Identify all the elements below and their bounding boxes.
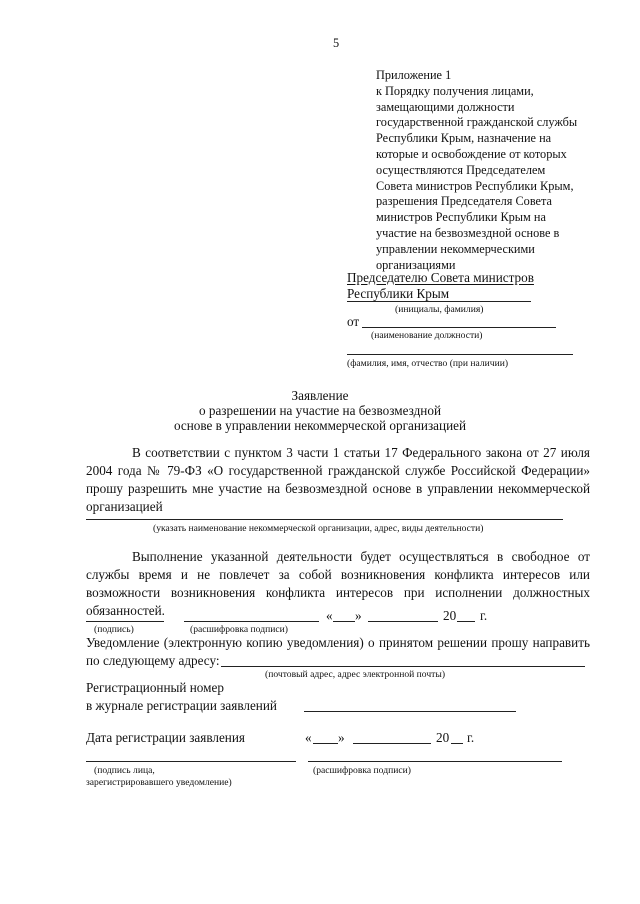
registration-year-field[interactable]	[451, 743, 463, 744]
registration-date-open-quote: «	[305, 730, 312, 745]
registration-number-label-1: Регистрационный номер	[86, 680, 224, 695]
date-month-field[interactable]	[368, 621, 438, 622]
appendix-block	[376, 68, 577, 273]
date-close-quote: »	[355, 608, 362, 623]
appendix-line: к Порядку получения лицами,	[376, 83, 534, 98]
registration-year-suffix: г.	[467, 730, 475, 745]
fio-field[interactable]	[347, 354, 573, 355]
registration-day-field[interactable]	[313, 743, 338, 744]
initials-caption: (инициалы, фамилия)	[395, 304, 484, 315]
paragraph-line: обязанностей.	[86, 603, 165, 618]
date-day-field[interactable]	[333, 621, 355, 622]
paragraph-line: Выполнение указанной деятельности будет осуществляться в свободное от	[132, 549, 590, 564]
year-suffix: г.	[480, 608, 488, 623]
registration-number-field[interactable]	[304, 711, 516, 712]
registration-date-close-quote: »	[338, 730, 345, 745]
registration-number-label-2: в журнале регистрации заявлений	[86, 698, 277, 713]
registrar-signature-field[interactable]	[86, 761, 296, 762]
document-subtitle-1: о разрешении на участие на безвозмездной	[198, 403, 442, 418]
organization-caption: (указать наименование некоммерческой организации, адрес, виды деятельности)	[153, 523, 484, 534]
paragraph-line: В соответствии с пунктом 3 части 1 статьи 17 Федерального закона от 27 июля	[132, 445, 590, 460]
notification-line-2: по следующему адресу:	[86, 653, 220, 668]
paragraph-line: службы время и не повлечет за собой возникновения конфликта интересов или	[86, 567, 590, 582]
appendix-line: разрешения Председателя Совета	[376, 194, 552, 209]
appendix-line: замещающими должности	[376, 99, 515, 114]
appendix-line: которые и освобождение от которых	[376, 146, 567, 161]
decoding-field[interactable]	[184, 621, 319, 622]
registrar-caption-1: (подпись лица,	[94, 765, 155, 776]
registration-date-label: Дата регистрации заявления	[86, 730, 245, 745]
appendix-line: Приложение 1	[376, 68, 452, 82]
appendix-line: управлении некоммерческими	[376, 241, 535, 256]
paragraph-line: возможности возникновения конфликта интересов при исполнении должностных	[86, 585, 590, 600]
signature-field[interactable]	[86, 621, 164, 622]
addressee-line-2: Республики Крым	[347, 286, 450, 301]
paragraph-line: 2004 года № 79-ФЗ «О государственной гражданской службе Российской Федерации»	[86, 463, 590, 478]
paragraph-line: организацией	[86, 499, 163, 514]
document-title: Заявление	[291, 388, 349, 403]
appendix-line: государственной гражданской службы	[376, 115, 578, 130]
address-field[interactable]	[221, 666, 585, 667]
registrar-decoding-caption: (расшифровка подписи)	[313, 765, 411, 776]
appendix-line: осуществляются Председателем	[376, 162, 546, 177]
addressee-line-1: Председателю Совета министров	[347, 270, 534, 285]
paragraph-line: прошу разрешить мне участие на безвозмездной основе в управлении некоммерческой	[86, 481, 590, 496]
document-subtitle-2: основе в управлении некоммерческой организацией	[173, 418, 467, 433]
address-caption: (почтовый адрес, адрес электронной почты)	[265, 669, 446, 680]
appendix-line: участие на безвозмездной основе в	[376, 225, 560, 240]
paragraph-conditions	[86, 548, 590, 620]
fio-caption: (фамилия, имя, отчество (при наличии)	[347, 358, 509, 369]
position-field[interactable]	[362, 327, 556, 328]
date-open-quote: «	[326, 608, 333, 623]
notification-line-1: Уведомление (электронную копию уведомления) о принятом решении прошу направить	[86, 635, 590, 650]
decoding-caption: (расшифровка подписи)	[190, 624, 288, 635]
from-label: от	[347, 314, 360, 329]
registrar-decoding-field[interactable]	[308, 761, 562, 762]
addressee-underline	[347, 301, 531, 302]
registration-month-field[interactable]	[353, 743, 431, 744]
page-number: 5	[333, 36, 340, 50]
appendix-line: Республики Крым, назначение на	[376, 131, 552, 146]
date-year-field[interactable]	[457, 621, 475, 622]
appendix-line: Совета министров Республики Крым,	[376, 178, 574, 193]
appendix-line: министров Республики Крым на	[376, 210, 546, 225]
paragraph-request	[86, 444, 590, 516]
year-prefix: 20	[443, 608, 457, 623]
position-caption: (наименование должности)	[371, 330, 483, 341]
appendix-line: организациями	[376, 257, 456, 272]
registration-year-prefix: 20	[436, 730, 450, 745]
organization-field[interactable]	[86, 519, 563, 520]
signature-caption: (подпись)	[94, 624, 134, 635]
registrar-caption-2: зарегистрировавшего уведомление)	[86, 777, 232, 788]
